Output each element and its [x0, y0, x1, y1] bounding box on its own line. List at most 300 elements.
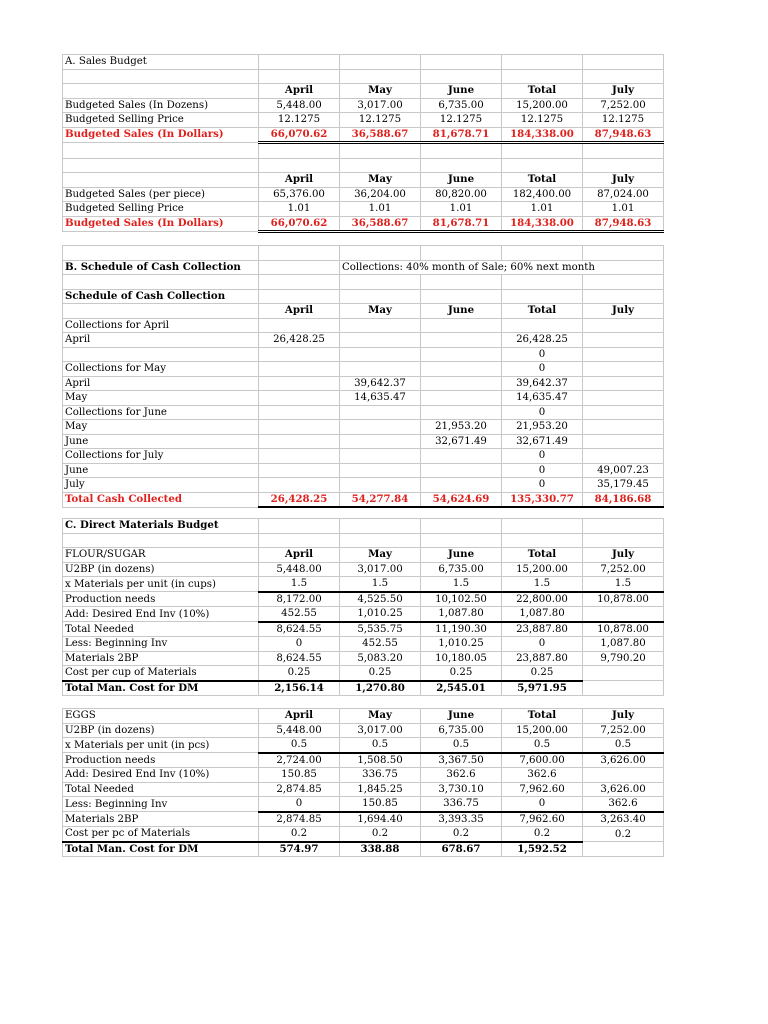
- cell[interactable]: [421, 463, 502, 478]
- cell[interactable]: 0.25: [502, 666, 583, 681]
- cell[interactable]: [340, 434, 421, 449]
- cell[interactable]: Less: Beginning Inv: [63, 637, 259, 652]
- cell[interactable]: [421, 347, 502, 362]
- cell[interactable]: 1.5: [340, 577, 421, 592]
- cell[interactable]: 5,971.95: [502, 681, 583, 696]
- cell[interactable]: [340, 143, 421, 159]
- cell[interactable]: 39,642.37: [340, 376, 421, 391]
- cell[interactable]: [583, 376, 664, 391]
- cell[interactable]: Total Man. Cost for DM: [63, 842, 259, 857]
- cell[interactable]: [583, 405, 664, 420]
- cell[interactable]: [63, 173, 259, 188]
- cell[interactable]: Materials 2BP: [63, 651, 259, 666]
- cell[interactable]: [259, 463, 340, 478]
- cell[interactable]: [259, 246, 340, 261]
- cell[interactable]: 0.5: [421, 738, 502, 753]
- cell[interactable]: 1.01: [340, 202, 421, 217]
- cell[interactable]: 0: [502, 478, 583, 493]
- cell[interactable]: [259, 434, 340, 449]
- cell[interactable]: [340, 347, 421, 362]
- cell[interactable]: 1,508.50: [340, 753, 421, 768]
- cell[interactable]: 1,087.80: [421, 607, 502, 622]
- cell[interactable]: [583, 768, 664, 783]
- cell[interactable]: [63, 347, 259, 362]
- cell[interactable]: Collections for July: [63, 449, 259, 464]
- cell[interactable]: [502, 55, 583, 70]
- cell[interactable]: [259, 347, 340, 362]
- cell[interactable]: Budgeted Selling Price: [63, 202, 259, 217]
- cell[interactable]: [259, 362, 340, 377]
- cell[interactable]: Add: Desired End Inv (10%): [63, 768, 259, 783]
- cell[interactable]: Production needs: [63, 592, 259, 607]
- cell[interactable]: Total Needed: [63, 782, 259, 797]
- cell[interactable]: 5,448.00: [259, 98, 340, 113]
- cell[interactable]: [502, 69, 583, 84]
- cell[interactable]: 3,263.40: [583, 812, 664, 827]
- cell[interactable]: [583, 318, 664, 333]
- cell[interactable]: [583, 391, 664, 406]
- cell[interactable]: July: [63, 478, 259, 493]
- cell[interactable]: [421, 158, 502, 173]
- cell[interactable]: [340, 463, 421, 478]
- cell[interactable]: [63, 533, 259, 548]
- cell[interactable]: Total: [502, 84, 583, 99]
- cell[interactable]: [259, 158, 340, 173]
- cell[interactable]: [583, 666, 664, 681]
- cell[interactable]: 6,735.00: [421, 562, 502, 577]
- cell[interactable]: x Materials per unit (in pcs): [63, 738, 259, 753]
- cell[interactable]: 1,010.25: [421, 637, 502, 652]
- cell[interactable]: 32,671.49: [502, 434, 583, 449]
- cell[interactable]: 87,024.00: [583, 187, 664, 202]
- cell[interactable]: [259, 391, 340, 406]
- cell[interactable]: [421, 275, 502, 290]
- cell[interactable]: 3,626.00: [583, 782, 664, 797]
- cell[interactable]: June: [63, 463, 259, 478]
- cell[interactable]: Add: Desired End Inv (10%): [63, 607, 259, 622]
- cell[interactable]: June: [421, 548, 502, 563]
- cell[interactable]: April: [259, 548, 340, 563]
- cell[interactable]: [63, 143, 259, 159]
- cell[interactable]: 6,735.00: [421, 723, 502, 738]
- cell[interactable]: A. Sales Budget: [63, 55, 259, 70]
- cell[interactable]: 36,588.67: [340, 127, 421, 143]
- cell[interactable]: 0.5: [583, 738, 664, 753]
- cell[interactable]: 84,186.68: [583, 492, 664, 507]
- cell[interactable]: [340, 55, 421, 70]
- cell[interactable]: May: [340, 548, 421, 563]
- cell[interactable]: [421, 246, 502, 261]
- cell[interactable]: 362.6: [583, 797, 664, 812]
- cell[interactable]: May: [63, 391, 259, 406]
- cell[interactable]: 15,200.00: [502, 723, 583, 738]
- cell[interactable]: 3,017.00: [340, 562, 421, 577]
- cell[interactable]: Cost per pc of Materials: [63, 827, 259, 842]
- cell[interactable]: [421, 519, 502, 534]
- cell[interactable]: [583, 347, 664, 362]
- cell[interactable]: [259, 318, 340, 333]
- cell[interactable]: 1.01: [583, 202, 664, 217]
- cell[interactable]: [340, 69, 421, 84]
- cell[interactable]: 81,678.71: [421, 216, 502, 232]
- cell[interactable]: [421, 533, 502, 548]
- cell[interactable]: 0: [259, 637, 340, 652]
- cell[interactable]: 3,017.00: [340, 723, 421, 738]
- cell[interactable]: [583, 246, 664, 261]
- cell[interactable]: 12.1275: [259, 113, 340, 128]
- cell[interactable]: 12.1275: [583, 113, 664, 128]
- cell[interactable]: 14,635.47: [502, 391, 583, 406]
- cell[interactable]: [421, 405, 502, 420]
- cell[interactable]: 23,887.80: [502, 622, 583, 637]
- cell[interactable]: 21,953.20: [502, 420, 583, 435]
- cell[interactable]: 15,200.00: [502, 562, 583, 577]
- cell[interactable]: 2,724.00: [259, 753, 340, 768]
- cell[interactable]: 36,588.67: [340, 216, 421, 232]
- cell[interactable]: [421, 69, 502, 84]
- cell[interactable]: 0.2: [340, 827, 421, 842]
- cell[interactable]: Total Needed: [63, 622, 259, 637]
- cell[interactable]: 0.2: [502, 827, 583, 842]
- cell[interactable]: 1,592.52: [502, 842, 583, 857]
- cell[interactable]: 2,545.01: [421, 681, 502, 696]
- cell[interactable]: April: [63, 333, 259, 348]
- cell[interactable]: Total: [502, 304, 583, 319]
- cell[interactable]: [259, 420, 340, 435]
- cell[interactable]: 3,393.35: [421, 812, 502, 827]
- cell[interactable]: 7,252.00: [583, 98, 664, 113]
- cell[interactable]: U2BP (in dozens): [63, 723, 259, 738]
- cell[interactable]: 12.1275: [502, 113, 583, 128]
- cell[interactable]: Total: [502, 709, 583, 724]
- cell[interactable]: 5,535.75: [340, 622, 421, 637]
- cell[interactable]: [583, 158, 664, 173]
- cell[interactable]: 5,448.00: [259, 723, 340, 738]
- cell[interactable]: 0.2: [421, 827, 502, 842]
- cell[interactable]: April: [259, 173, 340, 188]
- cell[interactable]: 3,367.50: [421, 753, 502, 768]
- cell[interactable]: [63, 84, 259, 99]
- cell[interactable]: [583, 55, 664, 70]
- cell[interactable]: 7,962.60: [502, 812, 583, 827]
- cell[interactable]: 12.1275: [340, 113, 421, 128]
- cell[interactable]: [421, 333, 502, 348]
- cell[interactable]: 1.5: [421, 577, 502, 592]
- cell[interactable]: 4,525.50: [340, 592, 421, 607]
- cell[interactable]: 32,671.49: [421, 434, 502, 449]
- cell[interactable]: 1,694.40: [340, 812, 421, 827]
- cell[interactable]: 54,624.69: [421, 492, 502, 507]
- cell[interactable]: [502, 289, 583, 304]
- cell[interactable]: [421, 362, 502, 377]
- cell[interactable]: 81,678.71: [421, 127, 502, 143]
- cell[interactable]: [583, 420, 664, 435]
- cell[interactable]: [502, 519, 583, 534]
- cell[interactable]: [421, 376, 502, 391]
- cell[interactable]: 5,448.00: [259, 562, 340, 577]
- cell[interactable]: 66,070.62: [259, 127, 340, 143]
- cell[interactable]: [259, 289, 340, 304]
- cell[interactable]: [340, 420, 421, 435]
- cell[interactable]: 8,624.55: [259, 622, 340, 637]
- cell[interactable]: [259, 143, 340, 159]
- cell[interactable]: April: [259, 84, 340, 99]
- cell[interactable]: [502, 533, 583, 548]
- cell[interactable]: 8,172.00: [259, 592, 340, 607]
- cell[interactable]: 8,624.55: [259, 651, 340, 666]
- cell[interactable]: 5,083.20: [340, 651, 421, 666]
- cell[interactable]: Collections for April: [63, 318, 259, 333]
- cell[interactable]: [583, 362, 664, 377]
- cell[interactable]: U2BP (in dozens): [63, 562, 259, 577]
- cell[interactable]: 0: [502, 362, 583, 377]
- cell[interactable]: [259, 478, 340, 493]
- cell[interactable]: 3,730.10: [421, 782, 502, 797]
- cell[interactable]: 452.55: [259, 607, 340, 622]
- cell[interactable]: [583, 69, 664, 84]
- cell[interactable]: EGGS: [63, 709, 259, 724]
- cell[interactable]: April: [259, 709, 340, 724]
- cell[interactable]: 2,156.14: [259, 681, 340, 696]
- cell[interactable]: Production needs: [63, 753, 259, 768]
- cell[interactable]: Total Cash Collected: [63, 492, 259, 507]
- cell[interactable]: Materials 2BP: [63, 812, 259, 827]
- cell[interactable]: 182,400.00: [502, 187, 583, 202]
- cell[interactable]: 1.01: [421, 202, 502, 217]
- cell[interactable]: July: [583, 709, 664, 724]
- cell[interactable]: Budgeted Sales (In Dollars): [63, 127, 259, 143]
- cell[interactable]: 574.97: [259, 842, 340, 857]
- cell[interactable]: 23,887.80: [502, 651, 583, 666]
- cell[interactable]: [340, 318, 421, 333]
- cell[interactable]: [259, 449, 340, 464]
- cell[interactable]: 338.88: [340, 842, 421, 857]
- cell[interactable]: [340, 289, 421, 304]
- cell[interactable]: [340, 533, 421, 548]
- cell[interactable]: June: [421, 173, 502, 188]
- cell[interactable]: 49,007.23: [583, 463, 664, 478]
- cell[interactable]: [583, 842, 664, 857]
- cell[interactable]: Budgeted Sales (In Dozens): [63, 98, 259, 113]
- cell[interactable]: [583, 333, 664, 348]
- cell[interactable]: B. Schedule of Cash Collection: [63, 260, 259, 275]
- cell[interactable]: July: [583, 304, 664, 319]
- cell[interactable]: 135,330.77: [502, 492, 583, 507]
- cell[interactable]: April: [259, 304, 340, 319]
- cell[interactable]: [583, 681, 664, 696]
- cell[interactable]: 150.85: [259, 768, 340, 783]
- cell[interactable]: 10,878.00: [583, 622, 664, 637]
- cell[interactable]: [583, 143, 664, 159]
- cell[interactable]: May: [340, 709, 421, 724]
- cell[interactable]: May: [340, 304, 421, 319]
- cell[interactable]: [340, 405, 421, 420]
- cell[interactable]: [340, 275, 421, 290]
- cell[interactable]: [421, 478, 502, 493]
- cell[interactable]: 11,190.30: [421, 622, 502, 637]
- cell[interactable]: 452.55: [340, 637, 421, 652]
- cell[interactable]: [63, 158, 259, 173]
- cell[interactable]: 0: [502, 463, 583, 478]
- cell[interactable]: 2,874.85: [259, 782, 340, 797]
- cell[interactable]: [421, 391, 502, 406]
- cell[interactable]: June: [421, 709, 502, 724]
- cell[interactable]: 0: [502, 637, 583, 652]
- cell[interactable]: 3,017.00: [340, 98, 421, 113]
- cell[interactable]: 1.5: [259, 577, 340, 592]
- cell[interactable]: 26,428.25: [259, 492, 340, 507]
- cell[interactable]: 0.2: [259, 827, 340, 842]
- cell[interactable]: [259, 275, 340, 290]
- cell[interactable]: [340, 449, 421, 464]
- cell[interactable]: [63, 275, 259, 290]
- cell[interactable]: [421, 289, 502, 304]
- cell[interactable]: [259, 533, 340, 548]
- cell[interactable]: [340, 478, 421, 493]
- cell[interactable]: [63, 304, 259, 319]
- cell[interactable]: 0: [502, 449, 583, 464]
- cell[interactable]: [259, 260, 340, 275]
- cell[interactable]: 21,953.20: [421, 420, 502, 435]
- cell[interactable]: 7,962.60: [502, 782, 583, 797]
- cell[interactable]: 1,270.80: [340, 681, 421, 696]
- cell[interactable]: Budgeted Sales (per piece): [63, 187, 259, 202]
- cell[interactable]: [259, 405, 340, 420]
- cell[interactable]: 1.01: [502, 202, 583, 217]
- cell[interactable]: Budgeted Sales (In Dollars): [63, 216, 259, 232]
- cell[interactable]: [583, 519, 664, 534]
- cell[interactable]: [259, 55, 340, 70]
- cell[interactable]: July: [583, 548, 664, 563]
- cell[interactable]: 0.25: [340, 666, 421, 681]
- cell[interactable]: 87,948.63: [583, 216, 664, 232]
- cell[interactable]: Cost per cup of Materials: [63, 666, 259, 681]
- cell[interactable]: [259, 69, 340, 84]
- cell[interactable]: 26,428.25: [502, 333, 583, 348]
- cell[interactable]: June: [63, 434, 259, 449]
- cell[interactable]: 0.5: [259, 738, 340, 753]
- cell[interactable]: [502, 275, 583, 290]
- cell[interactable]: 1,087.80: [502, 607, 583, 622]
- cell[interactable]: 150.85: [340, 797, 421, 812]
- cell[interactable]: 0: [502, 347, 583, 362]
- cell[interactable]: July: [583, 173, 664, 188]
- cell[interactable]: [502, 158, 583, 173]
- cell[interactable]: 184,338.00: [502, 127, 583, 143]
- cell[interactable]: 66,070.62: [259, 216, 340, 232]
- cell[interactable]: [340, 158, 421, 173]
- cell[interactable]: 0.5: [502, 738, 583, 753]
- cell[interactable]: July: [583, 84, 664, 99]
- cell[interactable]: 0: [259, 797, 340, 812]
- cell[interactable]: [583, 607, 664, 622]
- cell[interactable]: 9,790.20: [583, 651, 664, 666]
- cell[interactable]: 678.67: [421, 842, 502, 857]
- cell[interactable]: 1.01: [259, 202, 340, 217]
- cell[interactable]: [340, 333, 421, 348]
- cell[interactable]: [421, 55, 502, 70]
- cell[interactable]: [340, 519, 421, 534]
- cell[interactable]: [502, 143, 583, 159]
- cell[interactable]: 87,948.63: [583, 127, 664, 143]
- cell[interactable]: 0.25: [421, 666, 502, 681]
- cell[interactable]: 7,252.00: [583, 723, 664, 738]
- cell[interactable]: 0.25: [259, 666, 340, 681]
- cell[interactable]: 362.6: [502, 768, 583, 783]
- cell[interactable]: [259, 376, 340, 391]
- cell[interactable]: May: [340, 84, 421, 99]
- cell[interactable]: 184,338.00: [502, 216, 583, 232]
- cell[interactable]: 1,087.80: [583, 637, 664, 652]
- cell[interactable]: [340, 246, 421, 261]
- cell[interactable]: 1,010.25: [340, 607, 421, 622]
- cell[interactable]: April: [63, 376, 259, 391]
- cell[interactable]: 36,204.00: [340, 187, 421, 202]
- cell[interactable]: 10,180.05: [421, 651, 502, 666]
- cell[interactable]: [583, 449, 664, 464]
- cell[interactable]: 362.6: [421, 768, 502, 783]
- cell[interactable]: 10,878.00: [583, 592, 664, 607]
- cell[interactable]: [583, 434, 664, 449]
- cell[interactable]: 0: [502, 797, 583, 812]
- cell[interactable]: Total Man. Cost for DM: [63, 681, 259, 696]
- cell[interactable]: Total: [502, 173, 583, 188]
- cell[interactable]: 10,102.50: [421, 592, 502, 607]
- cell[interactable]: 0.2: [583, 827, 664, 842]
- cell[interactable]: Collections for May: [63, 362, 259, 377]
- cell[interactable]: [421, 318, 502, 333]
- cell[interactable]: 39,642.37: [502, 376, 583, 391]
- cell[interactable]: Budgeted Selling Price: [63, 113, 259, 128]
- cell[interactable]: 336.75: [340, 768, 421, 783]
- cell[interactable]: FLOUR/SUGAR: [63, 548, 259, 563]
- cell[interactable]: 2,874.85: [259, 812, 340, 827]
- cell[interactable]: 0: [502, 405, 583, 420]
- cell[interactable]: 14,635.47: [340, 391, 421, 406]
- cell[interactable]: [259, 519, 340, 534]
- cell[interactable]: 1.5: [502, 577, 583, 592]
- cell[interactable]: [583, 533, 664, 548]
- cell[interactable]: C. Direct Materials Budget: [63, 519, 259, 534]
- cell[interactable]: 12.1275: [421, 113, 502, 128]
- cell[interactable]: 3,626.00: [583, 753, 664, 768]
- cell[interactable]: 22,800.00: [502, 592, 583, 607]
- cell[interactable]: [502, 246, 583, 261]
- cell[interactable]: [421, 143, 502, 159]
- cell[interactable]: Schedule of Cash Collection: [63, 289, 259, 304]
- cell[interactable]: [583, 289, 664, 304]
- cell[interactable]: 15,200.00: [502, 98, 583, 113]
- cell[interactable]: 1,845.25: [340, 782, 421, 797]
- cell[interactable]: [502, 318, 583, 333]
- cell[interactable]: 1.5: [583, 577, 664, 592]
- cell[interactable]: x Materials per unit (in cups): [63, 577, 259, 592]
- cell[interactable]: June: [421, 304, 502, 319]
- cell[interactable]: 7,600.00: [502, 753, 583, 768]
- cell[interactable]: 35,179.45: [583, 478, 664, 493]
- cell[interactable]: Collections for June: [63, 405, 259, 420]
- cell[interactable]: [63, 246, 259, 261]
- cell[interactable]: [583, 275, 664, 290]
- cell[interactable]: [421, 449, 502, 464]
- cell[interactable]: 26,428.25: [259, 333, 340, 348]
- cell[interactable]: 7,252.00: [583, 562, 664, 577]
- cell[interactable]: [340, 362, 421, 377]
- cell[interactable]: May: [340, 173, 421, 188]
- cell[interactable]: 0.5: [340, 738, 421, 753]
- cell[interactable]: Less: Beginning Inv: [63, 797, 259, 812]
- cell[interactable]: 54,277.84: [340, 492, 421, 507]
